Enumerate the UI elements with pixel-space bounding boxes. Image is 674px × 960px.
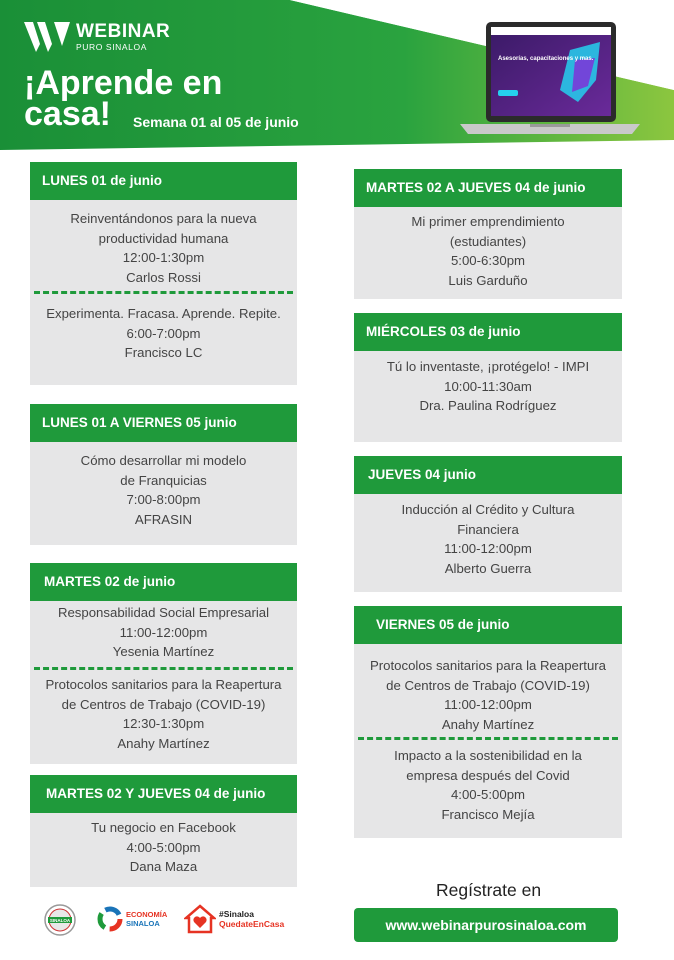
session-item: Mi primer emprendimiento (estudiantes) 5:00-6:30pm Luis Garduño bbox=[411, 214, 565, 288]
card-title: MARTES 02 A JUEVES 04 de junio bbox=[354, 169, 622, 207]
economia-sinaloa-logo: ECONOMÍA SINALOA bbox=[97, 906, 167, 932]
card-martes-y-jueves bbox=[30, 775, 297, 887]
card-lunes-viernes bbox=[30, 404, 297, 545]
card-martes-a-jueves bbox=[354, 169, 622, 299]
brand-sub: PURO SINALOA bbox=[76, 42, 147, 53]
session-item: Reinventándonos para la nueva productividad humana 12:00-1:30pm Carlos Rossi bbox=[70, 211, 257, 285]
card-miercoles bbox=[354, 313, 622, 442]
session-item: Responsabilidad Social Empresarial 11:00-12:00pm Yesenia Martínez bbox=[57, 605, 270, 659]
house-heart-icon bbox=[184, 904, 216, 934]
card-title: JUEVES 04 junio bbox=[354, 456, 622, 494]
page-title: ¡Aprende en casa! bbox=[24, 64, 223, 133]
card-martes bbox=[30, 563, 297, 764]
webinar-w-icon bbox=[24, 22, 70, 52]
card-viernes bbox=[354, 606, 622, 838]
card-title: MARTES 02 de junio bbox=[30, 563, 297, 601]
session-item: Impacto a la sostenibilidad en la empresa después del Covid 4:00-5:00pm Francisco Mejía bbox=[394, 748, 582, 822]
sinaloa-seal-logo bbox=[44, 904, 76, 936]
card-jueves bbox=[354, 456, 622, 592]
webinar-logo bbox=[24, 22, 170, 52]
session-item: Cómo desarrollar mi modelo de Franquicias 7:00-8:00pm AFRASIN bbox=[80, 453, 247, 527]
session-item: Inducción al Crédito y Cultura Financiera 11:00-12:00pm Alberto Guerra bbox=[401, 502, 575, 576]
seal-icon bbox=[44, 904, 76, 936]
card-title: LUNES 01 A VIERNES 05 junio bbox=[30, 404, 297, 442]
economia-icon bbox=[97, 906, 123, 932]
website-link-button[interactable]: www.webinarpurosinaloa.com bbox=[354, 908, 618, 942]
laptop-image bbox=[460, 20, 640, 142]
card-title: MARTES 02 Y JUEVES 04 de junio bbox=[30, 775, 297, 813]
session-item: Tu negocio en Facebook 4:00-5:00pm Dana Maza bbox=[91, 820, 236, 874]
quedate-en-casa-logo: #Sinaloa QuedateEnCasa bbox=[184, 904, 284, 934]
card-title: MIÉRCOLES 03 de junio bbox=[354, 313, 622, 351]
week-subtitle: Semana 01 al 05 de junio bbox=[133, 114, 299, 130]
laptop-headline: Asesorías, capacitaciones y mas. bbox=[498, 56, 594, 62]
brand-name: WEBINAR bbox=[76, 21, 171, 43]
card-lunes bbox=[30, 162, 297, 385]
card-title: LUNES 01 de junio bbox=[30, 162, 297, 200]
svg-text:SINALOA: SINALOA bbox=[49, 918, 71, 923]
session-item: Experimenta. Fracasa. Aprende. Repite. 6:00-7:00pm Francisco LC bbox=[46, 306, 281, 360]
register-label: Regístrate en bbox=[436, 880, 542, 900]
session-item: Protocolos sanitarios para la Reapertura de Centros de Trabajo (COVID-19) 11:00-12:00pm Anahy Martínez bbox=[369, 658, 607, 732]
session-item: Tú lo inventaste, ¡protégelo! - IMPI 10:00-11:30am Dra. Paulina Rodríguez bbox=[386, 359, 590, 413]
card-title: VIERNES 05 de junio bbox=[354, 606, 622, 644]
session-item: Protocolos sanitarios para la Reapertura de Centros de Trabajo (COVID-19) 12:30-1:30pm Anahy Martínez bbox=[45, 677, 282, 751]
